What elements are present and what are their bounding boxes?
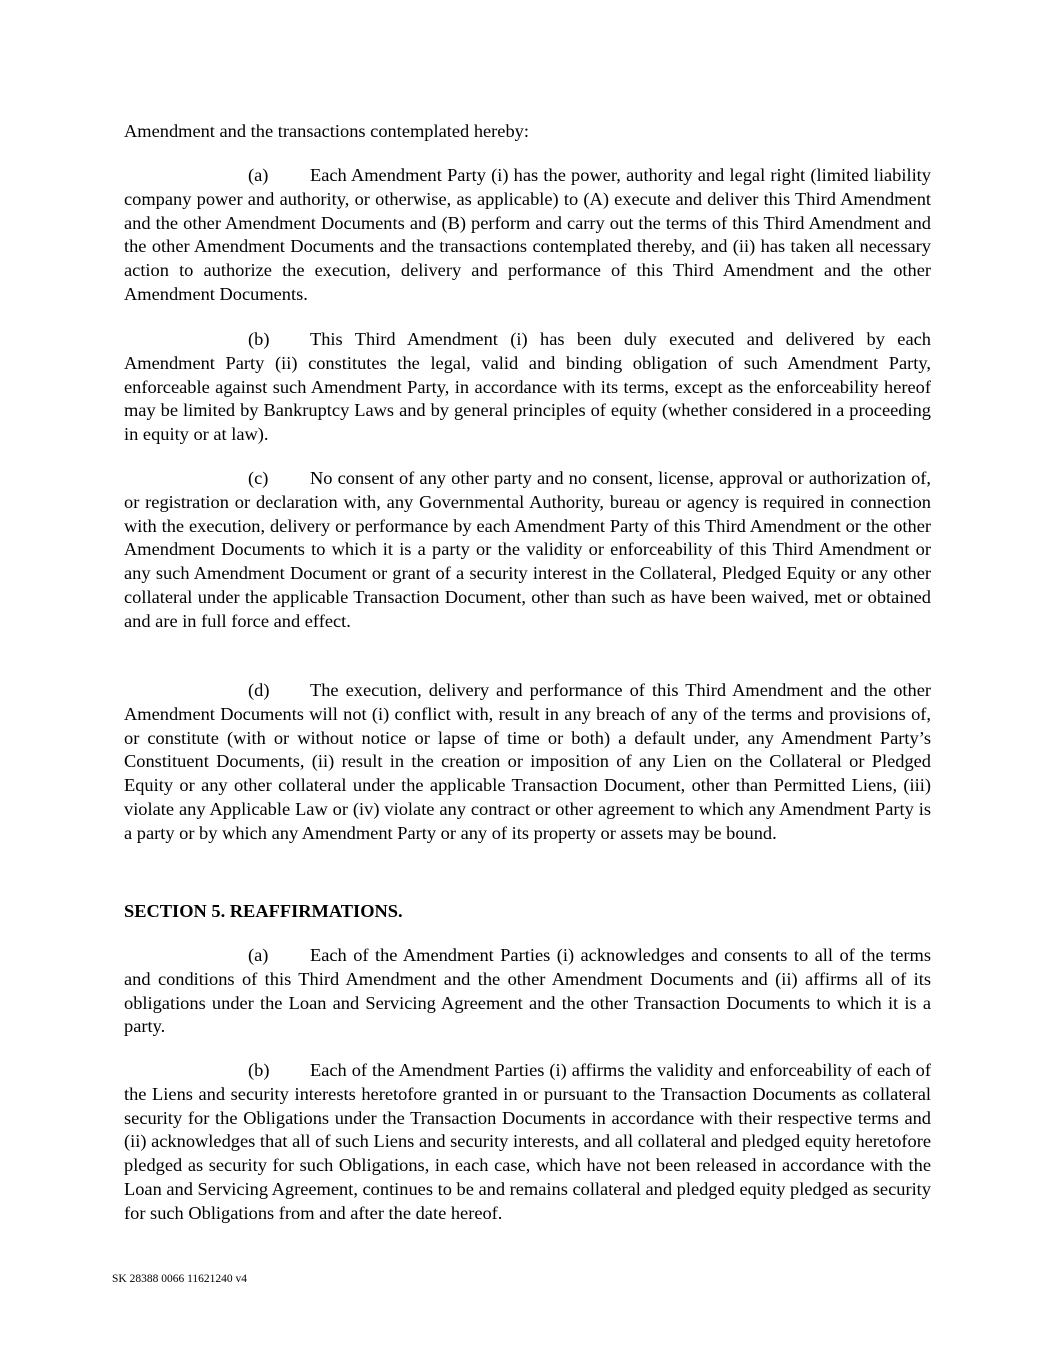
paragraph-4a [124, 164, 931, 307]
paragraph-label: (a) [248, 945, 269, 965]
document-footer-id: SK 28388 0066 11621240 v4 [112, 1273, 248, 1285]
paragraph-text: Each of the Amendment Parties (i) affirms the validity and enforceability of each of the Liens and security interests heretofore granted in or pursuant to the Transaction Documents as collateral security for the Obligations under the Transaction Documents in accordance with their respective terms and (ii) acknowledges that all of such Liens and security interests, and all collateral and pledged equity heretofore pledged as security for such Obligations, in each case, which have not been released in accordance with the Loan and Servicing Agreement, continues to be and remains collateral and pledged equity pledged as security for such Obligations from and after the date hereof. [124, 1060, 931, 1223]
paragraph-text: Each of the Amendment Parties (i) acknowledges and consents to all of the terms and conditions of this Third Amendment and the other Amendment Documents and (ii) affirms all of its obligations under the Loan and Servicing Agreement and the other Transaction Documents to which it is a party. [124, 945, 931, 1037]
section-5-heading: SECTION 5. REAFFIRMATIONS. [124, 901, 403, 921]
intro-text: Amendment and the transactions contemplated hereby: [124, 121, 529, 141]
paragraph-text: No consent of any other party and no consent, license, approval or authorization of, or registration or declaration with, any Governmental Authority, bureau or agency is required in connection with the execution, delivery or performance by each Amendment Party of this Third Amendment or the other Amendment Documents to which it is a party or the validity or enforceability of this Third Amendment or any such Amendment Document or grant of a security interest in the Collateral, Pledged Equity or any other collateral under the applicable Transaction Document, other than such as have been waived, met or obtained and are in full force and effect. [124, 468, 931, 631]
paragraph-4b [124, 328, 931, 447]
paragraph-label: (c) [248, 468, 269, 488]
paragraph-label: (b) [248, 329, 270, 349]
paragraph-label: (a) [248, 165, 269, 185]
paragraph-5b [124, 1059, 931, 1226]
paragraph-4c [124, 467, 931, 634]
paragraph-text: Each Amendment Party (i) has the power, authority and legal right (limited liability company power and authority, or otherwise, as applicable) to (A) execute and deliver this Third Amendment and the other Amendment Documents and (B) perform and carry out the terms of this Third Amendment and the other Amendment Documents and the transactions contemplated thereby, and (ii) has taken all necessary action to authorize the execution, delivery and performance of this Third Amendment and the other Amendment Documents. [124, 165, 931, 304]
paragraph-text: This Third Amendment (i) has been duly executed and delivered by each Amendment Party (ii) constitutes the legal, valid and binding obligation of such Amendment Party, enforceable against such Amendment Party, in accordance with its terms, except as the enforceability hereof may be limited by Bankruptcy Laws and by general principles of equity (whether considered in a proceeding in equity or at law). [124, 329, 931, 445]
paragraph-text: The execution, delivery and performance of this Third Amendment and the other Amendment Documents will not (i) conflict with, result in any breach of any of the terms and provisions of, or constitute (with or without notice or lapse of time or both) a default under, any Amendment Party’s Constituent Documents, (ii) result in the creation or imposition of any Lien on the Collateral or Pledged Equity or any other collateral under the applicable Transaction Document, other than Permitted Liens, (iii) violate any Applicable Law or (iv) violate any contract or other agreement to which any Amendment Party is a party or by which any Amendment Party or any of its property or assets may be bound. [124, 680, 931, 843]
paragraph-label: (d) [248, 680, 270, 700]
paragraph-label: (b) [248, 1060, 270, 1080]
paragraph-5a [124, 944, 931, 1039]
paragraph-4d [124, 679, 931, 846]
